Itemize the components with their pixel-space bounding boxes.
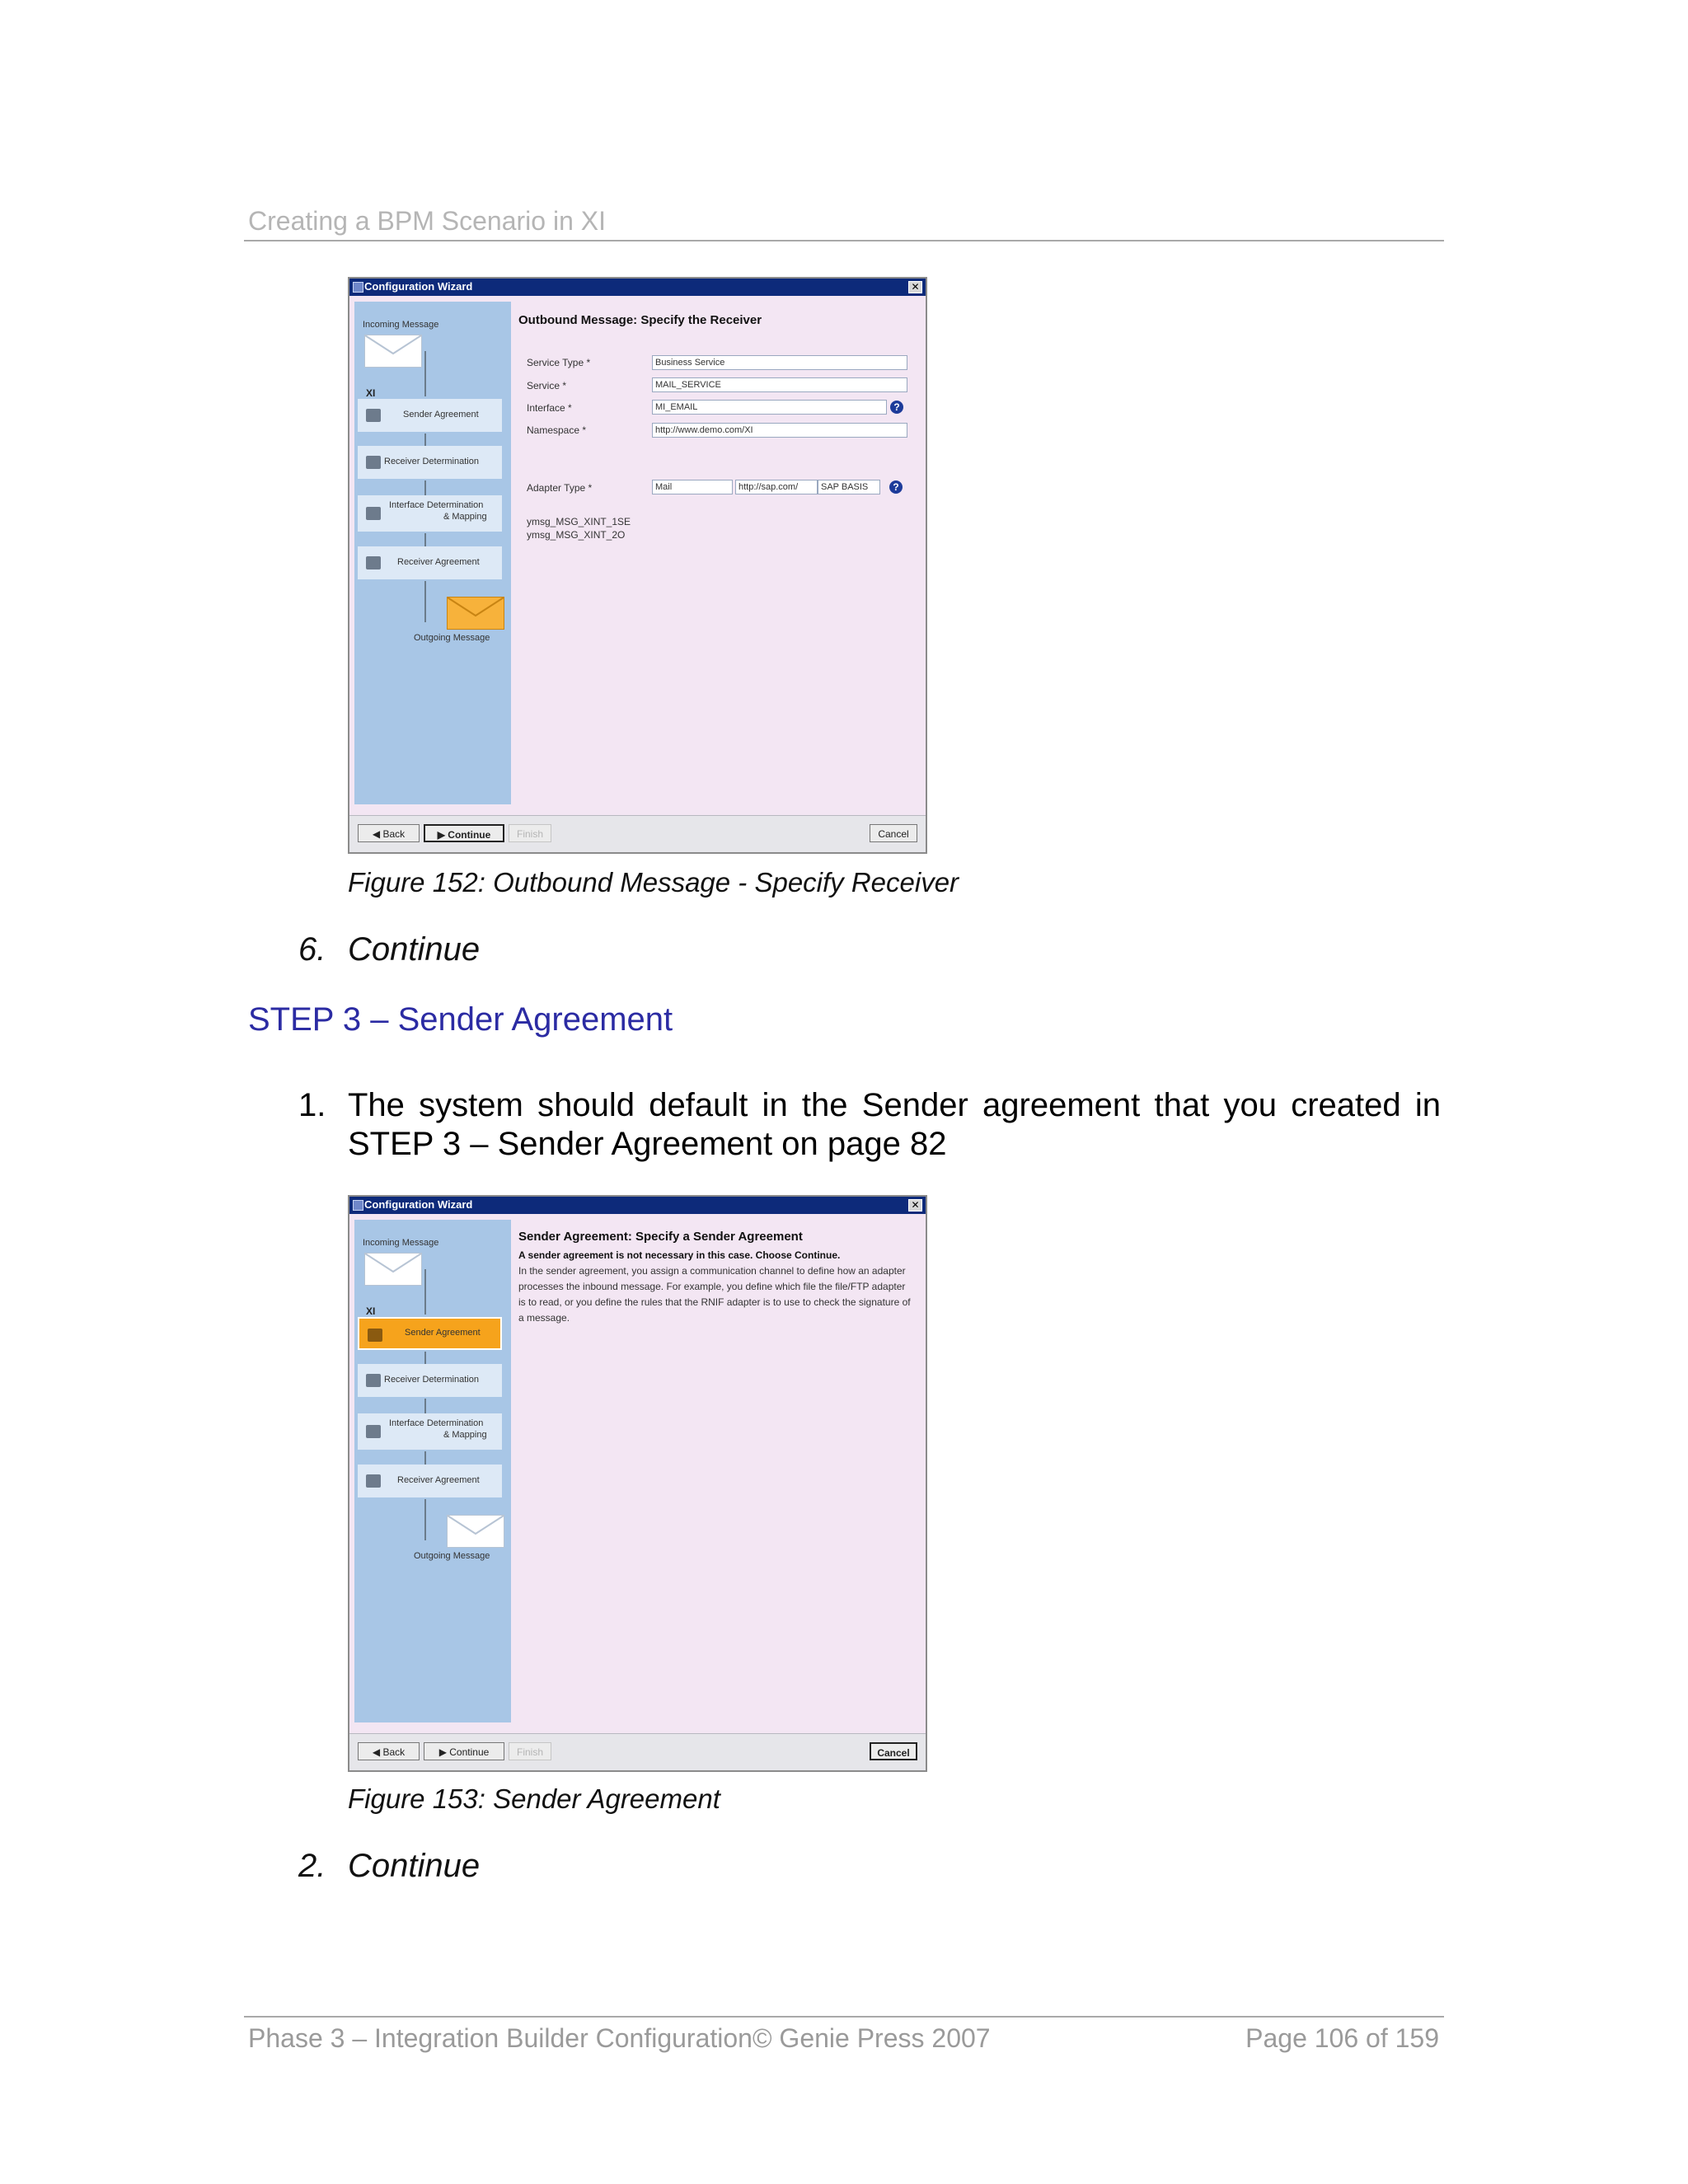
outgoing-envelope-icon	[447, 597, 504, 630]
namespace-label: Namespace *	[527, 424, 587, 436]
header-rule	[244, 240, 1444, 241]
adapter-type-input[interactable]: Mail	[652, 480, 733, 494]
wizard-title: Configuration Wizard	[364, 280, 473, 293]
wizard-screenshot-outbound	[348, 277, 927, 854]
flow-connector	[424, 533, 426, 546]
service-type-select[interactable]: Business Service	[652, 355, 907, 370]
footer-rule	[244, 2016, 1444, 2018]
section-heading: STEP 3 – Sender Agreement	[248, 1001, 673, 1038]
flow-connector	[424, 1399, 426, 1413]
wizard-flow-pane	[354, 1220, 511, 1722]
message-line: ymsg_MSG_XINT_2O	[527, 529, 626, 541]
flow-step-interface-determination[interactable]	[358, 495, 502, 532]
outgoing-envelope-icon	[447, 1515, 504, 1548]
flow-incoming-label: Incoming Message	[363, 1238, 439, 1248]
flow-step-receiver-determination[interactable]	[358, 446, 502, 479]
window-icon	[353, 1200, 363, 1211]
flow-step-label: Receiver Determination	[384, 1375, 479, 1385]
flow-step-label: Sender Agreement	[403, 410, 479, 419]
flow-step-label: Receiver Agreement	[397, 557, 480, 567]
wizard-panel-title: Sender Agreement: Specify a Sender Agreement	[518, 1230, 803, 1244]
flow-step-sender-agreement[interactable]	[358, 1317, 502, 1350]
wizard-titlebar	[349, 279, 926, 296]
flow-xi-label: XI	[366, 387, 376, 399]
close-icon[interactable]: ✕	[908, 1199, 922, 1212]
interface-input[interactable]: MI_EMAIL	[652, 400, 887, 415]
receiver-agreement-icon	[366, 1474, 381, 1488]
interface-determination-icon	[366, 507, 381, 520]
wizard-flow-pane	[354, 302, 511, 804]
page-number: Page 106 of 159	[1245, 2023, 1439, 2053]
continue-button[interactable]: ▶ Continue	[424, 1742, 504, 1760]
flow-step-sender-agreement[interactable]	[358, 399, 502, 432]
cancel-button[interactable]: Cancel	[870, 824, 917, 842]
flow-connector	[424, 1451, 426, 1465]
wizard-hint: A sender agreement is not necessary in this case. Choose Continue.	[518, 1249, 841, 1261]
receiver-agreement-icon	[366, 556, 381, 569]
adapter-type-label: Adapter Type *	[527, 482, 593, 494]
incoming-envelope-icon	[364, 1253, 422, 1286]
flow-outgoing-label: Outgoing Message	[414, 1551, 490, 1561]
list-item-number: 1.	[298, 1087, 326, 1123]
window-icon	[353, 282, 363, 293]
flow-connector	[424, 351, 426, 396]
flow-step-label: Interface Determination	[389, 500, 484, 510]
service-label: Service *	[527, 380, 567, 391]
flow-connector	[424, 1269, 426, 1315]
continue-button[interactable]: ▶ Continue	[424, 824, 504, 842]
flow-step-label-2: & Mapping	[443, 512, 487, 522]
service-type-label: Service Type *	[527, 357, 591, 368]
finish-button[interactable]: Finish	[509, 1742, 551, 1760]
footer-left: Phase 3 – Integration Builder Configuration© Genie Press 2007	[248, 2023, 991, 2053]
flow-connector	[424, 480, 426, 495]
flow-incoming-label: Incoming Message	[363, 320, 439, 330]
figure-caption: Figure 153: Sender Agreement	[348, 1783, 720, 1814]
message-line: ymsg_MSG_XINT_1SE	[527, 516, 631, 527]
wizard-title: Configuration Wizard	[364, 1198, 473, 1211]
flow-step-label: Receiver Determination	[384, 457, 479, 466]
wizard-button-bar	[349, 815, 926, 852]
close-icon[interactable]: ✕	[908, 281, 922, 293]
wizard-description: In the sender agreement, you assign a communication channel to define how an adapter processes the inbound message. For example, you define which file the file/FTP adapter is to read, or you define the rules that the RNIF adapter is to use to check the signature of a message.	[518, 1265, 911, 1324]
list-item-text: Continue	[348, 931, 481, 968]
flow-step-label-2: & Mapping	[443, 1430, 487, 1440]
flow-connector	[424, 1499, 426, 1540]
sender-agreement-icon	[366, 409, 381, 422]
back-button[interactable]: ◀ Back	[358, 1742, 420, 1760]
finish-button[interactable]: Finish	[509, 824, 551, 842]
cancel-button[interactable]: Cancel	[870, 1742, 917, 1760]
adapter-swc-input[interactable]: SAP BASIS	[818, 480, 880, 494]
flow-step-interface-determination[interactable]	[358, 1413, 502, 1450]
service-input[interactable]: MAIL_SERVICE	[652, 377, 907, 392]
figure-caption: Figure 152: Outbound Message - Specify Receiver	[348, 867, 959, 898]
flow-step-label: Sender Agreement	[405, 1328, 481, 1338]
wizard-screenshot-sender-agreement	[348, 1195, 927, 1772]
sender-agreement-icon	[368, 1329, 382, 1342]
flow-connector	[424, 434, 426, 446]
back-button[interactable]: ◀ Back	[358, 824, 420, 842]
help-icon[interactable]: ?	[889, 480, 903, 494]
namespace-input[interactable]: http://www.demo.com/XI	[652, 423, 907, 438]
flow-xi-label: XI	[366, 1305, 376, 1317]
flow-connector	[424, 581, 426, 622]
flow-step-receiver-agreement[interactable]	[358, 1465, 502, 1497]
receiver-determination-icon	[366, 1374, 381, 1387]
flow-step-receiver-agreement[interactable]	[358, 546, 502, 579]
wizard-titlebar	[349, 1197, 926, 1214]
list-item-text: The system should default in the Sender agreement that you created in STEP 3 – Sender Agreement on page 82	[348, 1087, 1441, 1162]
running-header: Creating a BPM Scenario in XI	[248, 206, 606, 236]
interface-label: Interface *	[527, 402, 572, 414]
flow-step-label: Receiver Agreement	[397, 1475, 480, 1485]
help-icon[interactable]: ?	[890, 401, 903, 414]
list-item-number: 6.	[298, 931, 326, 968]
receiver-determination-icon	[366, 456, 381, 469]
flow-outgoing-label: Outgoing Message	[414, 633, 490, 643]
list-item-text: Continue	[348, 1848, 481, 1884]
adapter-namespace-input[interactable]: http://sap.com/	[735, 480, 818, 494]
wizard-panel-title: Outbound Message: Specify the Receiver	[518, 313, 762, 327]
flow-connector	[424, 1352, 426, 1364]
interface-determination-icon	[366, 1425, 381, 1438]
list-item-number: 2.	[298, 1848, 326, 1884]
wizard-button-bar	[349, 1733, 926, 1770]
flow-step-label: Interface Determination	[389, 1418, 484, 1428]
flow-step-receiver-determination[interactable]	[358, 1364, 502, 1397]
incoming-envelope-icon	[364, 335, 422, 368]
